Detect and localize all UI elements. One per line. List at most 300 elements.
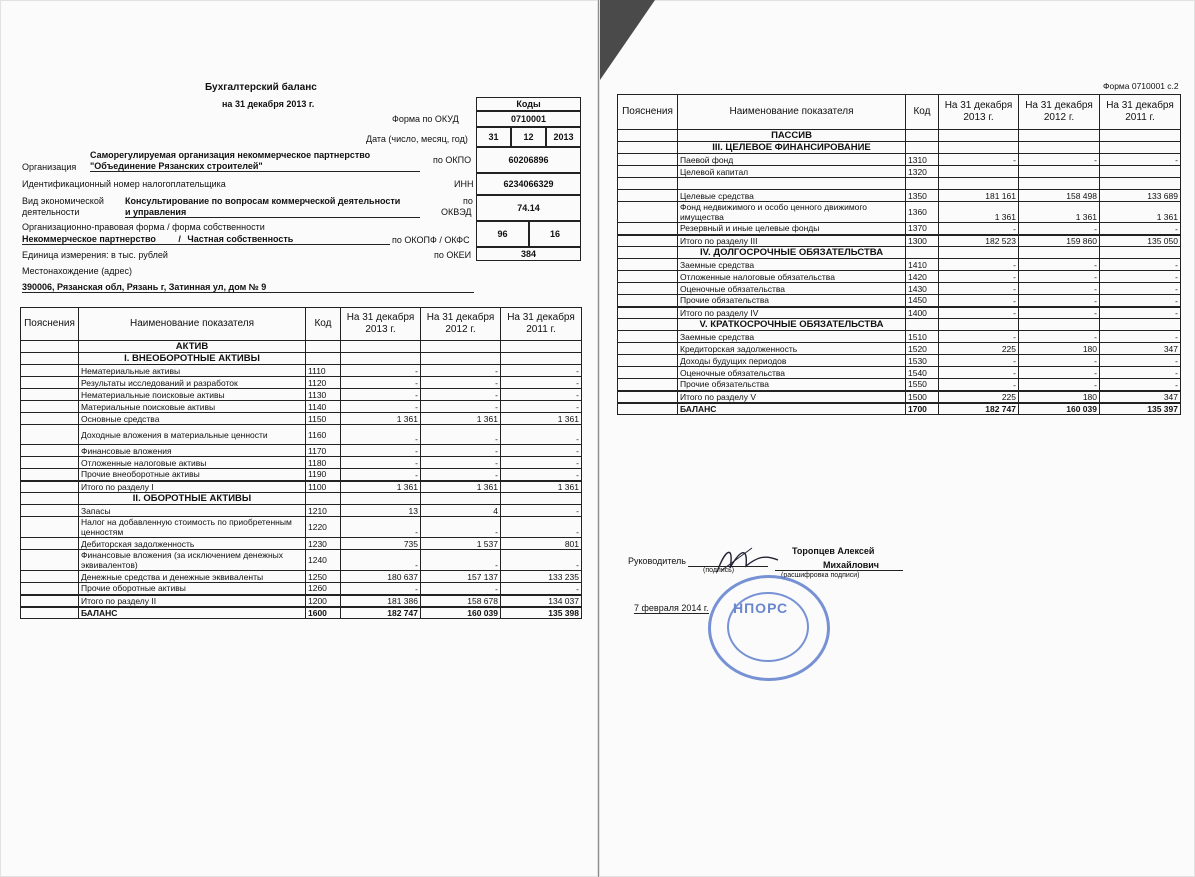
table-row: [618, 343, 1181, 355]
decode-caption: (расшифровка подписи): [781, 572, 860, 579]
empty-cell: [1100, 319, 1181, 331]
value-2012: 1 361: [1019, 202, 1100, 223]
row-code: 1310: [906, 154, 939, 166]
value-2013: 225: [939, 391, 1019, 403]
okud-value: 0710001: [476, 111, 581, 127]
value-2012: -: [1019, 367, 1100, 379]
notes-cell: [618, 367, 678, 379]
notes-cell: [618, 247, 678, 259]
row-code: 1530: [906, 355, 939, 367]
value-2013: -: [939, 271, 1019, 283]
okved-value: 74.14: [476, 195, 581, 221]
section-title: II. ОБОРОТНЫЕ АКТИВЫ: [79, 493, 306, 505]
indicator-name: Оценочные обязательства: [678, 367, 906, 379]
value-2011: 1 361: [501, 413, 582, 425]
activity-label-1: Вид экономической: [22, 196, 104, 206]
value-2012: -: [1019, 223, 1100, 235]
empty-cell: [501, 493, 582, 505]
value-2011: -: [501, 401, 582, 413]
table-row: [618, 367, 1181, 379]
value-2012: -: [1019, 295, 1100, 307]
section-title: IV. ДОЛГОСРОЧНЫЕ ОБЯЗАТЕЛЬСТВА: [678, 247, 906, 259]
value-2011: 347: [1100, 391, 1181, 403]
value-2011: 1 361: [1100, 202, 1181, 223]
indicator-name: Доходы будущих периодов: [678, 355, 906, 367]
row-code: 1520: [906, 343, 939, 355]
empty-cell: [939, 319, 1019, 331]
row-code: 1200: [306, 595, 341, 607]
org-name-line2: "Объединение Рязанских строителей": [90, 161, 420, 172]
value-2013: 735: [341, 538, 421, 550]
empty-cell: [306, 353, 341, 365]
notes-cell: [618, 331, 678, 343]
value-2011: -: [501, 377, 582, 389]
indicator-name: Результаты исследований и разработок: [79, 377, 306, 389]
value-2012: -: [421, 425, 501, 445]
value-2011: [1100, 178, 1181, 190]
col-code: Код: [306, 308, 341, 341]
notes-cell: [618, 343, 678, 355]
table-row: [618, 223, 1181, 235]
table-row: [21, 445, 582, 457]
value-2013: -: [341, 389, 421, 401]
row-code: 1170: [306, 445, 341, 457]
indicator-name: Отложенные налоговые обязательства: [678, 271, 906, 283]
stamp-logo: НПОРС: [733, 600, 789, 616]
notes-cell: [618, 154, 678, 166]
indicator-name: Отложенные налоговые активы: [79, 457, 306, 469]
date-month: 12: [511, 127, 546, 147]
empty-cell: [341, 353, 421, 365]
notes-cell: [618, 178, 678, 190]
handwritten-signature: [712, 540, 782, 580]
value-2012: 180: [1019, 343, 1100, 355]
table-row: [618, 331, 1181, 343]
table-row: [618, 295, 1181, 307]
empty-cell: [306, 493, 341, 505]
value-2013: -: [341, 401, 421, 413]
col-indicator: Наименование показателя: [678, 95, 906, 130]
liabilities-table: [617, 94, 1181, 415]
indicator-name: Доходные вложения в материальные ценности: [79, 425, 306, 445]
value-2013: -: [341, 583, 421, 595]
signature-caption: (подпись): [703, 567, 735, 574]
value-2013: [939, 166, 1019, 178]
indicator-name: Денежные средства и денежные эквиваленты: [79, 571, 306, 583]
section-header-row: [21, 341, 582, 353]
notes-cell: [21, 583, 79, 595]
table-row: [618, 307, 1181, 319]
empty-cell: [906, 319, 939, 331]
value-2012: -: [1019, 379, 1100, 391]
empty-cell: [1100, 130, 1181, 142]
okfs-value: 16: [529, 221, 581, 247]
value-2011: -: [1100, 355, 1181, 367]
row-code: 1110: [306, 365, 341, 377]
value-2012: -: [1019, 331, 1100, 343]
empty-cell: [421, 353, 501, 365]
table-row: [21, 505, 582, 517]
row-code: 1420: [906, 271, 939, 283]
okpo-value: 60206896: [476, 147, 581, 173]
indicator-name: Дебиторская задолженность: [79, 538, 306, 550]
value-2012: -: [1019, 307, 1100, 319]
table-row: [618, 235, 1181, 247]
section-title: III. ЦЕЛЕВОЕ ФИНАНСИРОВАНИЕ: [678, 142, 906, 154]
table-row: [21, 389, 582, 401]
table-row: [21, 413, 582, 425]
value-2013: 225: [939, 343, 1019, 355]
notes-cell: [21, 365, 79, 377]
section-title: V. КРАТКОСРОЧНЫЕ ОБЯЗАТЕЛЬСТВА: [678, 319, 906, 331]
indicator-name: Оценочные обязательства: [678, 283, 906, 295]
table-row: [618, 271, 1181, 283]
value-2011: 801: [501, 538, 582, 550]
inn-value: 6234066329: [476, 173, 581, 195]
okved-label-1: по: [463, 196, 473, 206]
notes-cell: [618, 142, 678, 154]
empty-cell: [1100, 142, 1181, 154]
value-2011: -: [1100, 307, 1181, 319]
okopf-value: 96: [476, 221, 529, 247]
row-code: 1410: [906, 259, 939, 271]
value-2013: -: [939, 379, 1019, 391]
value-2012: -: [421, 583, 501, 595]
value-2011: 133 235: [501, 571, 582, 583]
col-indicator: Наименование показателя: [79, 308, 306, 341]
table-row: [21, 583, 582, 595]
table-row: [21, 607, 582, 619]
table-row: [21, 365, 582, 377]
okpo-label: по ОКПО: [433, 155, 472, 165]
row-code: 1700: [906, 403, 939, 415]
empty-cell: [341, 493, 421, 505]
legal-form-value: Некоммерческое партнерство: [22, 234, 156, 244]
notes-cell: [21, 413, 79, 425]
indicator-name: Итого по разделу I: [79, 481, 306, 493]
notes-cell: [21, 538, 79, 550]
notes-cell: [618, 166, 678, 178]
notes-cell: [618, 130, 678, 142]
value-2012: 1 537: [421, 538, 501, 550]
section-title: АКТИВ: [79, 341, 306, 353]
empty-cell: [501, 341, 582, 353]
value-2011: -: [1100, 367, 1181, 379]
indicator-name: Итого по разделу III: [678, 235, 906, 247]
row-code: 1210: [306, 505, 341, 517]
notes-cell: [618, 319, 678, 331]
value-2011: -: [501, 425, 582, 445]
notes-cell: [21, 341, 79, 353]
table-row: [618, 259, 1181, 271]
row-code: 1400: [906, 307, 939, 319]
empty-cell: [1019, 319, 1100, 331]
section-header-row: [618, 247, 1181, 259]
row-code: 1450: [906, 295, 939, 307]
table-row: [21, 457, 582, 469]
row-code: 1240: [306, 550, 341, 571]
table-row: [618, 178, 1181, 190]
row-code: 1140: [306, 401, 341, 413]
row-code: 1120: [306, 377, 341, 389]
value-2013: [939, 178, 1019, 190]
section-header-row: [618, 319, 1181, 331]
address: 390006, Рязанская обл, Рязань г, Затинная ул, дом № 9: [22, 282, 474, 293]
value-2011: -: [501, 457, 582, 469]
indicator-name: Итого по разделу IV: [678, 307, 906, 319]
value-2013: 181 386: [341, 595, 421, 607]
indicator-name: Заемные средства: [678, 259, 906, 271]
table-row: [21, 517, 582, 538]
empty-cell: [501, 353, 582, 365]
okei-value: 384: [476, 247, 581, 261]
notes-cell: [21, 457, 79, 469]
col-2013: На 31 декабря 2013 г.: [939, 95, 1019, 130]
value-2013: 182 747: [341, 607, 421, 619]
value-2012: -: [421, 377, 501, 389]
empty-cell: [939, 130, 1019, 142]
value-2012: 158 678: [421, 595, 501, 607]
activity-line1: Консультирование по вопросам коммерческой деятельности: [125, 196, 401, 206]
notes-cell: [21, 425, 79, 445]
col-notes: Пояснения: [21, 308, 79, 341]
row-code: 1350: [906, 190, 939, 202]
table-row: [618, 154, 1181, 166]
organization-stamp: [708, 575, 830, 681]
value-2012: -: [421, 457, 501, 469]
empty-cell: [421, 493, 501, 505]
value-2011: -: [501, 550, 582, 571]
table-row: [618, 190, 1181, 202]
page-corner-shadow: [600, 0, 655, 80]
row-code: 1220: [306, 517, 341, 538]
indicator-name: Кредиторская задолженность: [678, 343, 906, 355]
value-2011: 135 398: [501, 607, 582, 619]
notes-cell: [618, 295, 678, 307]
page-fold: [598, 0, 599, 877]
date-label: Дата (число, месяц, год): [366, 134, 468, 144]
director-name-line2: Михайлович: [775, 560, 903, 571]
row-code: 1230: [306, 538, 341, 550]
value-2013: 13: [341, 505, 421, 517]
col-code: Код: [906, 95, 939, 130]
indicator-name: Целевой капитал: [678, 166, 906, 178]
row-code: [906, 178, 939, 190]
row-code: 1540: [906, 367, 939, 379]
legal-form-underline: [22, 234, 390, 245]
value-2012: -: [1019, 271, 1100, 283]
section-header-row: [618, 130, 1181, 142]
value-2013: 182 747: [939, 403, 1019, 415]
indicator-name: Запасы: [79, 505, 306, 517]
value-2011: 1 361: [501, 481, 582, 493]
table-row: [618, 403, 1181, 415]
notes-cell: [618, 235, 678, 247]
row-code: 1150: [306, 413, 341, 425]
empty-cell: [1019, 247, 1100, 259]
value-2012: -: [1019, 154, 1100, 166]
notes-cell: [618, 403, 678, 415]
value-2011: 135 397: [1100, 403, 1181, 415]
value-2013: -: [341, 377, 421, 389]
legal-form-separator: /: [178, 234, 181, 244]
empty-cell: [1019, 130, 1100, 142]
row-code: 1180: [306, 457, 341, 469]
ownership-value: Частная собственность: [187, 234, 294, 244]
notes-cell: [618, 355, 678, 367]
indicator-name: [678, 178, 906, 190]
value-2013: -: [341, 445, 421, 457]
value-2011: -: [1100, 379, 1181, 391]
value-2011: -: [1100, 283, 1181, 295]
notes-cell: [21, 353, 79, 365]
value-2012: [1019, 178, 1100, 190]
row-code: 1190: [306, 469, 341, 481]
table-row: [21, 571, 582, 583]
table-row: [21, 538, 582, 550]
table-row: [21, 425, 582, 445]
director-name-line1: Торопцев Алексей: [792, 546, 875, 556]
indicator-name: Финансовые вложения: [79, 445, 306, 457]
value-2011: -: [1100, 154, 1181, 166]
empty-cell: [306, 341, 341, 353]
col-notes: Пояснения: [618, 95, 678, 130]
value-2013: -: [341, 425, 421, 445]
value-2013: 1 361: [939, 202, 1019, 223]
empty-cell: [1019, 142, 1100, 154]
indicator-name: Заемные средства: [678, 331, 906, 343]
okopf-label: по ОКОПФ / ОКФС: [392, 235, 470, 245]
row-code: 1130: [306, 389, 341, 401]
okei-label: по ОКЕИ: [434, 250, 472, 260]
legal-form-label: Организационно-правовая форма / форма собственности: [22, 222, 265, 232]
section-title: ПАССИВ: [678, 130, 906, 142]
value-2012: 158 498: [1019, 190, 1100, 202]
indicator-name: Прочие оборотные активы: [79, 583, 306, 595]
value-2012: 160 039: [1019, 403, 1100, 415]
okved-label-2: ОКВЭД: [441, 207, 472, 217]
section-header-row: [21, 493, 582, 505]
inn-line: Идентификационный номер налогоплательщика: [22, 179, 226, 189]
value-2011: -: [501, 389, 582, 401]
org-label: Организация: [22, 162, 77, 172]
table-row: [21, 481, 582, 493]
table-row: [618, 379, 1181, 391]
indicator-name: Прочие обязательства: [678, 379, 906, 391]
row-code: 1300: [906, 235, 939, 247]
value-2013: 180 637: [341, 571, 421, 583]
value-2013: -: [939, 367, 1019, 379]
value-2012: 1 361: [421, 481, 501, 493]
row-code: 1430: [906, 283, 939, 295]
section-header-row: [21, 353, 582, 365]
value-2011: -: [501, 517, 582, 538]
okud-label: Форма по ОКУД: [392, 114, 459, 124]
value-2011: -: [501, 583, 582, 595]
value-2013: -: [939, 223, 1019, 235]
indicator-name: Итого по разделу V: [678, 391, 906, 403]
indicator-name: Финансовые вложения (за исключением денежных эквивалентов): [79, 550, 306, 571]
notes-cell: [618, 259, 678, 271]
indicator-name: Нематериальные активы: [79, 365, 306, 377]
col-2012: На 31 декабря 2012 г.: [1019, 95, 1100, 130]
table-row: [618, 202, 1181, 223]
value-2013: -: [939, 259, 1019, 271]
row-code: 1370: [906, 223, 939, 235]
value-2011: -: [1100, 271, 1181, 283]
table-row: [618, 391, 1181, 403]
row-code: 1100: [306, 481, 341, 493]
value-2011: 347: [1100, 343, 1181, 355]
table-row: [618, 166, 1181, 178]
value-2013: -: [939, 295, 1019, 307]
notes-cell: [618, 379, 678, 391]
row-code: 1600: [306, 607, 341, 619]
table-row: [21, 377, 582, 389]
value-2012: 1 361: [421, 413, 501, 425]
value-2011: -: [1100, 259, 1181, 271]
empty-cell: [421, 341, 501, 353]
value-2012: 159 860: [1019, 235, 1100, 247]
notes-cell: [21, 550, 79, 571]
value-2013: -: [341, 365, 421, 377]
value-2012: -: [421, 365, 501, 377]
indicator-name: Прочие внеоборотные активы: [79, 469, 306, 481]
notes-cell: [618, 271, 678, 283]
value-2012: -: [1019, 283, 1100, 295]
row-code: 1510: [906, 331, 939, 343]
notes-cell: [618, 391, 678, 403]
assets-table-header: [21, 308, 582, 341]
value-2012: -: [421, 469, 501, 481]
indicator-name: Паевой фонд: [678, 154, 906, 166]
notes-cell: [21, 607, 79, 619]
date-year: 2013: [546, 127, 581, 147]
section-title: I. ВНЕОБОРОТНЫЕ АКТИВЫ: [79, 353, 306, 365]
form-reference: Форма 0710001 с.2: [1103, 81, 1179, 91]
value-2011: -: [1100, 295, 1181, 307]
unit-value: в тыс. рублей: [111, 250, 168, 260]
sign-date: 7 февраля 2014 г.: [634, 603, 709, 613]
value-2011: 135 050: [1100, 235, 1181, 247]
value-2011: -: [1100, 331, 1181, 343]
indicator-name: Итого по разделу II: [79, 595, 306, 607]
empty-cell: [1100, 247, 1181, 259]
date-day: 31: [476, 127, 511, 147]
codes-header: Коды: [476, 97, 581, 111]
value-2013: -: [341, 550, 421, 571]
indicator-name: Фонд недвижимого и особо ценного движимого имущества: [678, 202, 906, 223]
value-2013: -: [341, 457, 421, 469]
value-2011: -: [501, 505, 582, 517]
empty-cell: [341, 341, 421, 353]
liabilities-table-header: [618, 95, 1181, 130]
empty-cell: [939, 142, 1019, 154]
indicator-name: Прочие обязательства: [678, 295, 906, 307]
notes-cell: [21, 389, 79, 401]
value-2013: -: [939, 331, 1019, 343]
activity-label-2: деятельности: [22, 207, 80, 217]
notes-cell: [21, 469, 79, 481]
indicator-name: БАЛАНС: [79, 607, 306, 619]
value-2012: -: [421, 389, 501, 401]
assets-table: [20, 307, 582, 619]
section-header-row: [618, 142, 1181, 154]
notes-cell: [618, 307, 678, 319]
notes-cell: [618, 283, 678, 295]
row-code: 1360: [906, 202, 939, 223]
indicator-name: Материальные поисковые активы: [79, 401, 306, 413]
